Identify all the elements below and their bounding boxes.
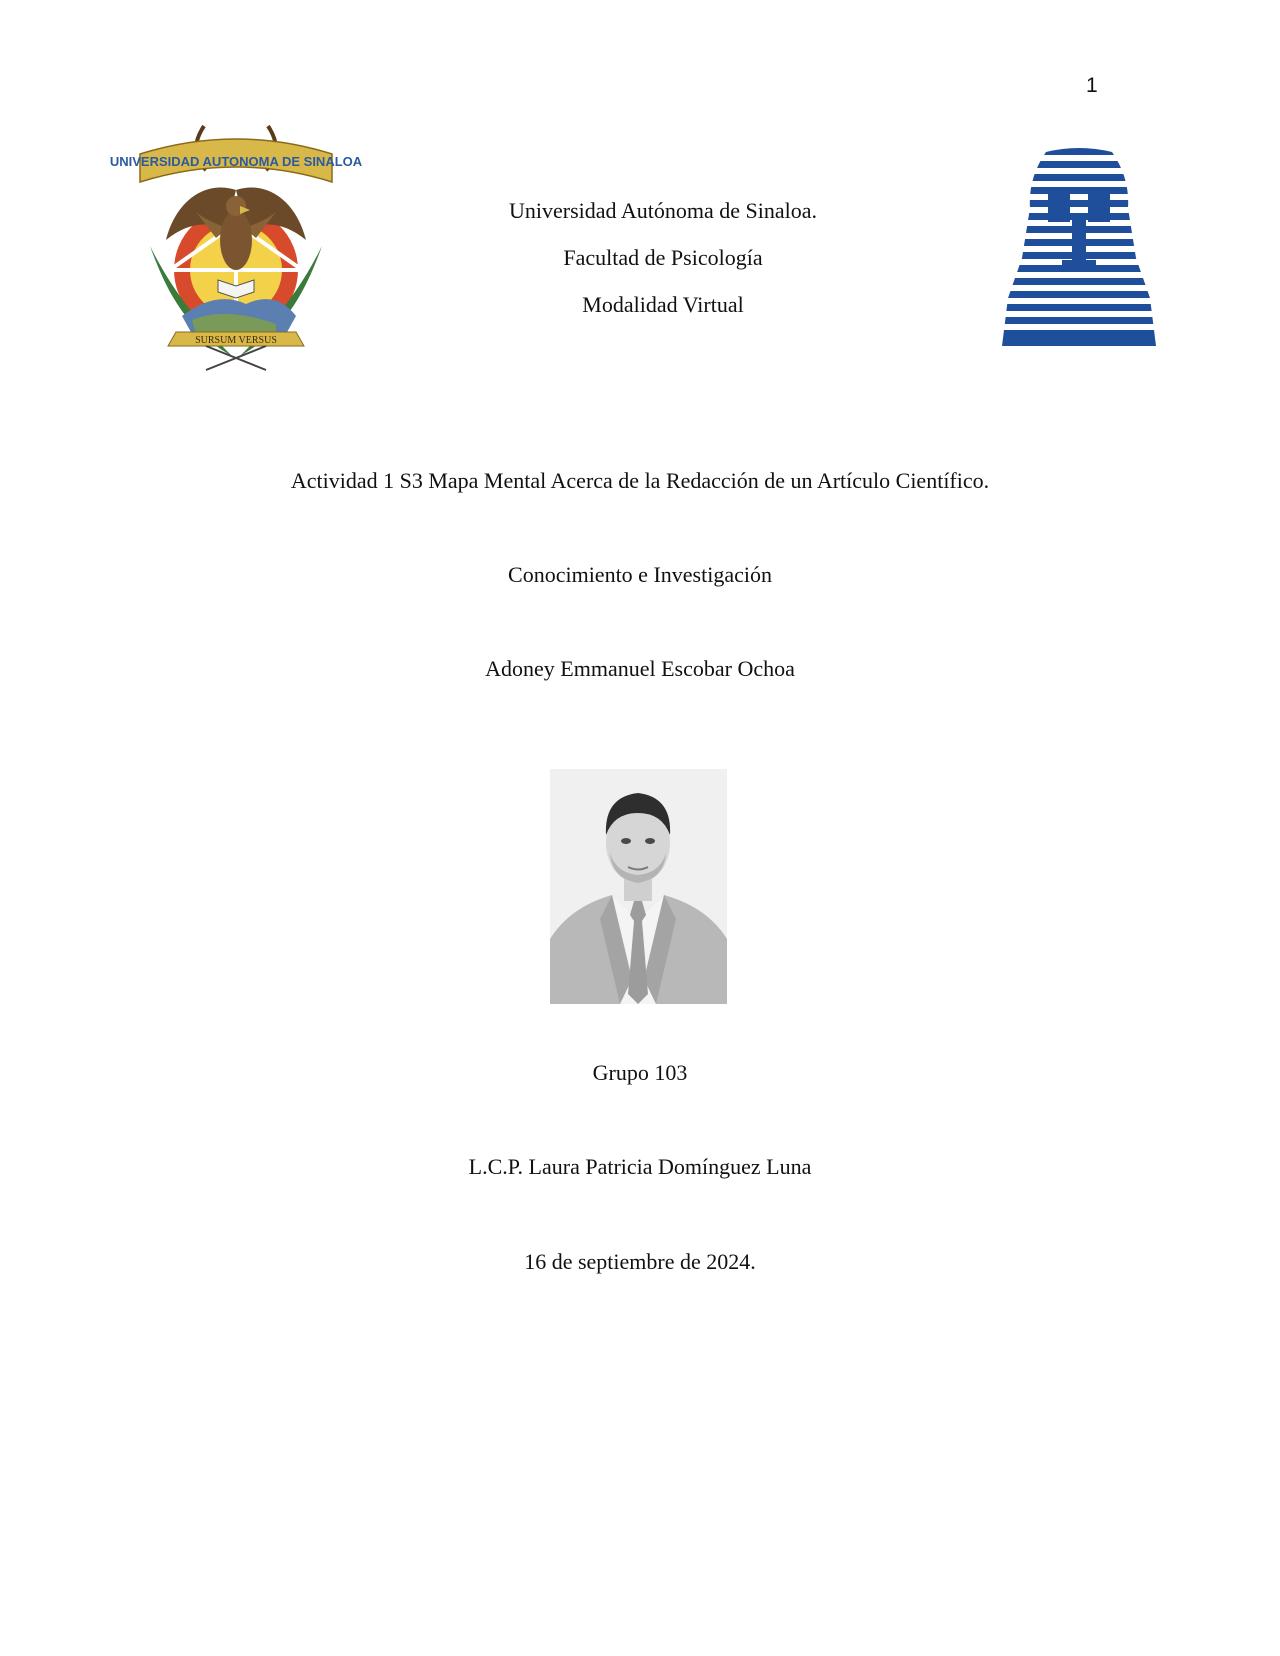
seal-motto: SURSUM VERSUS — [195, 335, 277, 346]
course-name: Conocimiento e Investigación — [508, 562, 772, 587]
teacher-name: L.C.P. Laura Patricia Domínguez Luna — [468, 1154, 812, 1179]
university-seal-logo — [109, 120, 363, 376]
faculty-name: Facultad de Psicología — [563, 245, 763, 270]
group: Grupo 103 — [592, 1060, 688, 1085]
date: 16 de septiembre de 2024. — [524, 1249, 756, 1274]
modality: Modalidad Virtual — [582, 292, 744, 317]
student-photo — [550, 769, 727, 1004]
university-name: Universidad Autónoma de Sinaloa. — [509, 198, 817, 223]
student-name: Adoney Emmanuel Escobar Ochoa — [485, 656, 795, 681]
activity-title: Actividad 1 S3 Mapa Mental Acerca de la Redacción de un Artículo Científico. — [290, 468, 990, 493]
page-number: 1 — [1086, 74, 1098, 97]
psychology-faculty-logo — [996, 148, 1162, 346]
seal-banner-text: UNIVERSIDAD AUTONOMA DE SINALOA — [109, 154, 363, 169]
